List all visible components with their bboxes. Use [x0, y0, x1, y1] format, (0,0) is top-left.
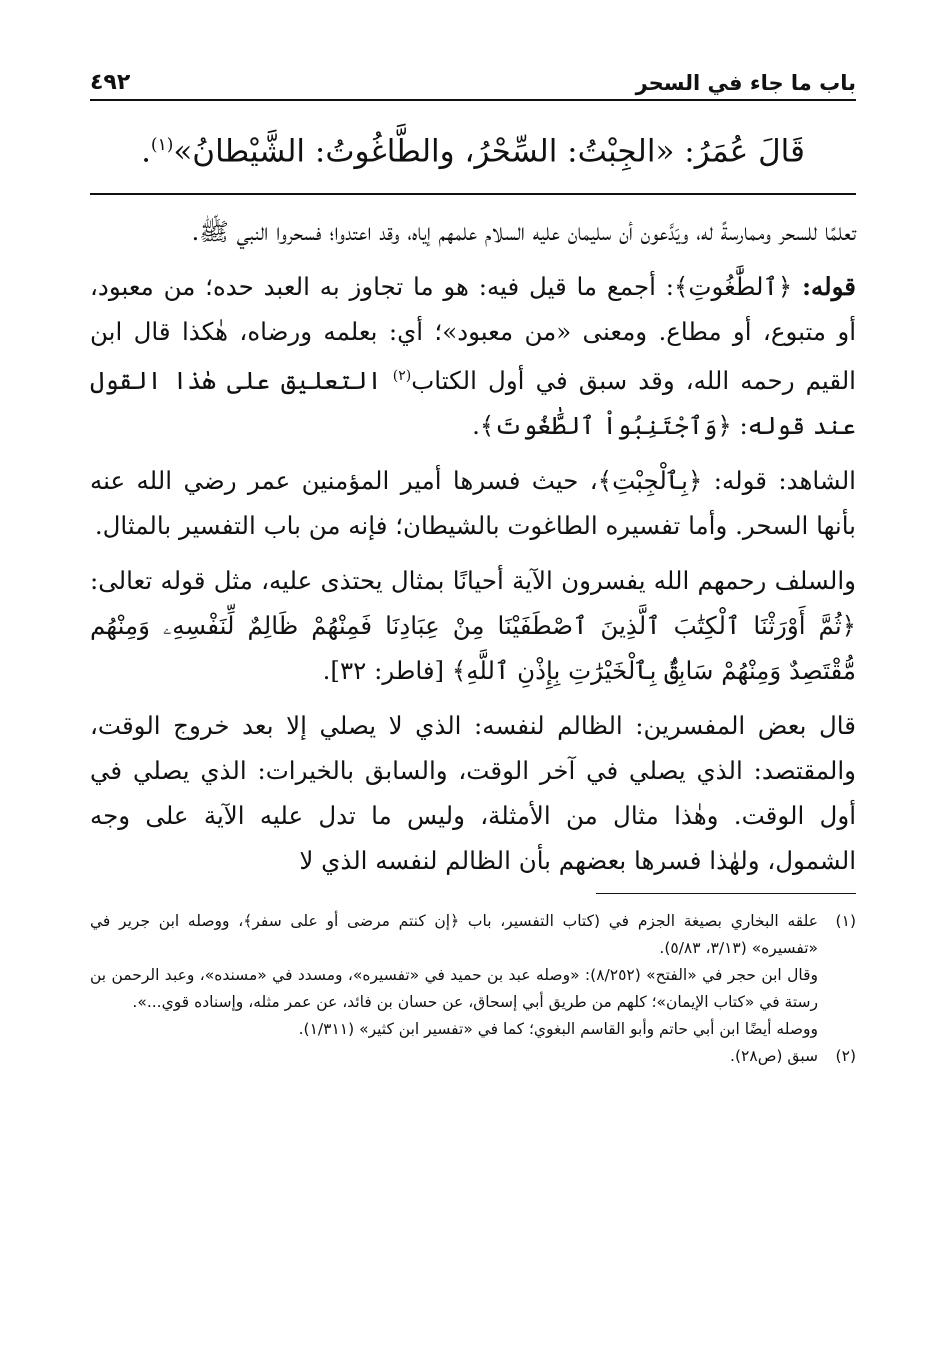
paragraph-4-text: والسلف رحمهم الله يفسرون الآية أحيانًا بمثال يحتذى عليه، مثل قوله تعالى: ﴿ثُمَّ أَوْرَثْنَا ٱلْكِتَٰبَ ٱلَّذِينَ ٱصْطَفَيْنَا مِنْ عِبَادِنَا فَمِنْهُمْ ظَالِمٌ لِّنَفْسِهِۦ وَمِنْهُم مُّقْتَصِدٌ وَمِنْهُمْ سَابِقٌۢ بِٱلْخَيْرَٰتِ بِإِذْنِ ٱللَّهِ﴾ [فاطر: ٣٢].: [90, 566, 856, 686]
paragraph-3-text: الشاهد: قوله: ﴿بِٱلْجِبْتِ﴾، حيث فسرها أمير المؤمنين عمر رضي الله عنه بأنها السحر. وأما تفسيره الطاغوت بالشيطان؛ فإنه من باب التفسير بالمثال.: [90, 466, 856, 541]
footnote-1: [90, 908, 856, 962]
footnote-2-text: سبق (ص٢٨).: [730, 1047, 818, 1066]
footnote-2-number: (٢): [835, 1047, 856, 1066]
footnote-ref-1[interactable]: (١): [150, 135, 174, 155]
paragraph-2-tail: التعليق على هٰذا القول عند قوله: ﴿وَٱجْتَنِبُواْ ٱلطَّٰغُوتَ﴾.: [90, 366, 856, 441]
paragraph-2-lead: قوله:: [801, 272, 856, 302]
footnote-divider: [596, 893, 856, 894]
paragraph-4: [90, 558, 856, 693]
footnotes: [90, 908, 856, 1070]
paragraph-2-text: ﴿ٱلطَّٰغُوتِ﴾: أجمع ما قيل فيه: هو ما تجاوز به العبد حده؛ من معبود، أو متبوع، أو مطاع. ومعنى «من معبود»؛ أي: بعلمه ورضاه، هٰكذا قال ابن القيم رحمه الله، وقد سبق في أول الكتاب: [90, 272, 856, 396]
footnote-1-continuation-1: وقال ابن حجر في «الفتح» (٨/٢٥٢): «وصله عبد بن حميد في «تفسيره»، ومسدد في «مسنده»، وعبد الرحمن بن رستة في «كتاب الإيمان»؛ كلهم من طريق أبي إسحاق، عن حسان بن فائد، عن عمر مثله، وإسناده قوي...».: [90, 966, 819, 1012]
footnote-ref-2[interactable]: (٢): [392, 368, 412, 385]
footnote-2: [90, 1043, 856, 1070]
footnote-1-number: (١): [835, 912, 856, 931]
quote-block: [90, 123, 856, 173]
page-number: ٤٩٢: [90, 70, 131, 95]
paragraph-5-text: قال بعض المفسرين: الظالم لنفسه: الذي لا يصلي إلا بعد خروج الوقت، والمقتصد: الذي يصلي في آخر الوقت، والسابق بالخيرات: الذي يصلي في أول الوقت. وهٰذا مثال من الأمثلة، وليس ما تدل عليه الآية على وجه الشمول، ولهٰذا فسرها بعضهم بأن الظالم لنفسه الذي لا: [90, 711, 856, 876]
paragraph-1-text: تعلمًا للسحر وممارسةً له، ويَدَّعون أن سليمان عليه السلام علمهم إياه، وقد اعتدوا؛ فسحروا النبي ﷺ.: [191, 217, 856, 247]
book-page: [90, 55, 856, 1335]
footnote-1-continuation-2: ووصله أيضًا ابن أبي حاتم وأبو القاسم البغوي؛ كما في «تفسير ابن كثير» (١/٣١١).: [298, 1020, 818, 1039]
page-header: [90, 55, 856, 101]
quote-tail: .: [141, 133, 151, 170]
quote-divider: [90, 193, 856, 195]
quote-text: قَالَ عُمَرُ: «الجِبْتُ: السِّحْرُ، والطَّاغُوتُ: الشَّيْطانُ»: [173, 133, 805, 170]
paragraph-3: [90, 458, 856, 548]
paragraph-5: [90, 703, 856, 883]
footnote-1-text: علقه البخاري بصيغة الجزم في (كتاب التفسير، باب ﴿إن كنتم مرضى أو على سفر﴾، ووصله ابن جرير في «تفسيره» (٣/١٣، ٥/٨٣).: [90, 912, 818, 958]
paragraph-2: [90, 264, 856, 448]
paragraph-1: [90, 209, 856, 254]
chapter-title: باب ما جاء في السحر: [635, 71, 856, 95]
